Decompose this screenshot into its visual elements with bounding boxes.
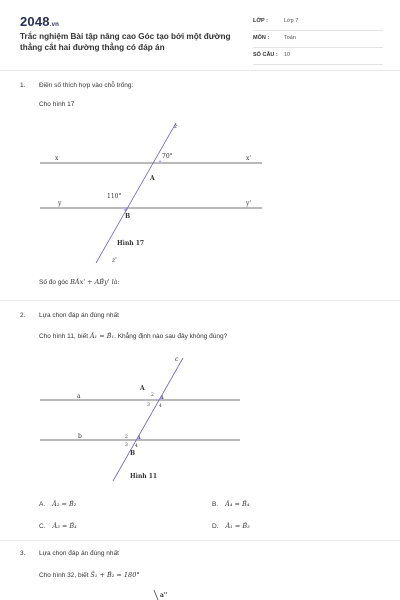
option-letter: D. [212, 523, 219, 530]
sub-suffix: . Khẳng định nào sau đây không đúng? [114, 333, 228, 340]
logo-suffix: .vn [49, 22, 60, 28]
label-line-c: c [175, 356, 179, 363]
label-point-b: B [130, 450, 136, 457]
label-angle-b3: 3 [125, 443, 128, 448]
label-angle-a3: 3 [147, 403, 150, 408]
label-x-prime: x' [246, 155, 252, 162]
label-angle-a1: 1 [161, 396, 164, 401]
meta-label: SỐ CÂU : [253, 52, 278, 58]
question-number: 1. [20, 82, 26, 89]
meta-label: LỚP : [253, 18, 268, 24]
question-text: Lựa chọn đáp án đúng nhất [39, 550, 119, 557]
label-angle-a2: 2 [151, 393, 154, 398]
label-y-prime: y' [246, 200, 252, 207]
option-letter: B. [212, 501, 219, 508]
label-angle-b1: 1 [138, 436, 141, 441]
question-text: Lựa chọn đáp án đúng nhất [39, 312, 119, 319]
label-line-b: b [78, 433, 82, 440]
option-expression: Â₁ = B̂₃ [225, 522, 250, 530]
label-angle-top: 70° [162, 153, 173, 160]
line-a-dprime [154, 590, 158, 600]
meta-value: Toán [284, 35, 296, 41]
label-angle-b2: 2 [125, 435, 128, 440]
page-title: Trắc nghiệm Bài tập nâng cao Góc tạo bởi một đường thẳng cắt hai đường thẳng có đáp án [20, 32, 231, 52]
sub-expression: Ŝ₁ + B̂₂ = 180° [90, 571, 140, 579]
label-z: z [174, 123, 178, 130]
question-number: 2. [20, 312, 26, 319]
meta-value: 10 [284, 52, 291, 58]
option-letter: C. [39, 523, 46, 530]
figure-caption: Hình 17 [117, 240, 145, 247]
option-expression: Â₄ = B̂₄ [225, 500, 250, 508]
option-expression: Â₃ = B̂₄ [52, 522, 77, 530]
sub-prefix: Cho hình 32, biết [39, 572, 89, 579]
question-text: Điền số thích hợp vào chỗ trống: [39, 82, 134, 89]
option-expression: Â₂ = B̂₂ [52, 500, 77, 508]
label-point-b: B [125, 213, 131, 220]
label-point-a: A [150, 175, 155, 182]
meta-label: MÔN : [253, 35, 270, 41]
label-line-a: a [77, 393, 81, 400]
figure-caption: Hình 11 [130, 473, 158, 480]
question-number: 3. [20, 550, 26, 557]
label-point-a: A [140, 385, 145, 392]
sub-expression: Â₁ = B̂₁ [89, 332, 115, 340]
logo-main: 2048 [20, 14, 50, 29]
option-letter: A. [39, 501, 46, 508]
label-z-prime: z' [112, 257, 117, 264]
label-angle-bottom: 110° [107, 193, 122, 200]
prompt-expression: BÂx' + AB̂y' là: [70, 278, 120, 286]
meta-value: Lớp 7 [284, 18, 299, 24]
sub-prefix: Cho hình 11, biết [39, 333, 89, 340]
label-a-dprime: a'' [160, 592, 168, 599]
question-sub: Cho hình 17 [39, 101, 75, 108]
label-angle-a4: 4 [159, 404, 162, 409]
prompt-prefix: Số đo góc [39, 279, 69, 286]
label-angle-b4: 4 [135, 444, 138, 449]
label-y: y [58, 200, 62, 207]
label-x: x [55, 155, 59, 162]
